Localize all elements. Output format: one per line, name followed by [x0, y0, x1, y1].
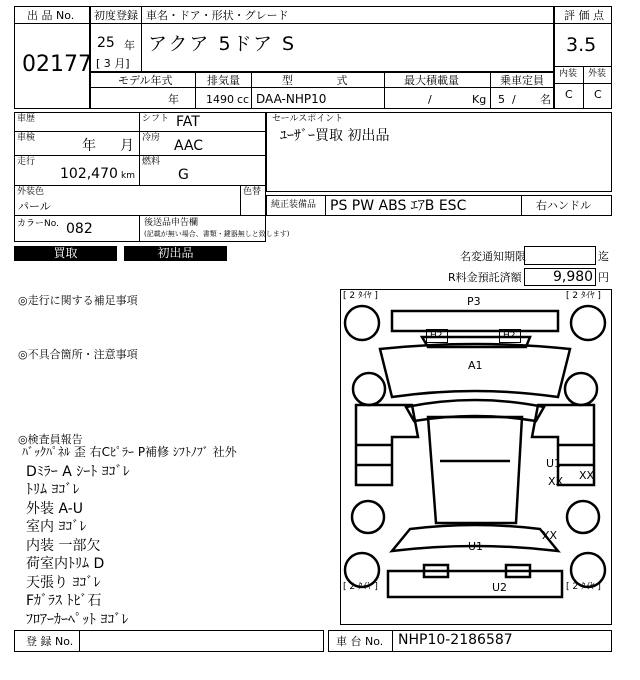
- max-load-sep: /: [428, 93, 432, 106]
- score: 3.5: [566, 34, 597, 56]
- reg-number-label: 登 録 No.: [26, 635, 74, 648]
- inspector-line: ﾌﾛｱｰｶｰﾍﾟｯﾄ ﾖｺﾞﾚ: [26, 611, 129, 628]
- capacity: 5: [498, 93, 505, 106]
- tire-rear-left: [ 2 ﾀｲﾔ ]: [343, 291, 378, 301]
- reg-year-unit: 年: [124, 39, 135, 52]
- fuel-label: 燃料: [142, 157, 161, 167]
- mileage-unit: km: [121, 171, 135, 181]
- capacity-label: 乗車定員: [500, 74, 544, 87]
- inspector-line: ﾄﾘﾑ ﾖｺﾞﾚ: [26, 482, 80, 498]
- inspector-line: ﾊﾞｯｸﾊﾟﾈﾙ 歪 右Cﾋﾟﾗｰ P補修 ｼﾌﾄﾉﾌﾞ 社外: [22, 445, 237, 459]
- damage-xx-rear: XX: [542, 529, 558, 542]
- inspector-line: 荷室内ﾄﾘﾑ D: [26, 556, 105, 572]
- exterior-color-label: 外装色: [17, 187, 45, 197]
- capacity-unit: 名: [540, 93, 551, 106]
- capacity-sep: /: [512, 93, 516, 106]
- chassis-number: NHP10-2186587: [398, 632, 513, 648]
- post-report-label: 後送品申告欄: [144, 218, 199, 228]
- tag-first-listing: 初出品: [124, 246, 227, 261]
- first-reg-label: 初度登録: [94, 9, 138, 22]
- exterior-color: パール: [18, 200, 51, 213]
- inspection-year-unit: 年: [82, 138, 96, 154]
- sales-point: ﾕｰｻﾞｰ買取 初出品: [280, 128, 390, 144]
- inspector-line: 外装 A-U: [26, 500, 84, 517]
- model-type: DAA-NHP10: [256, 92, 327, 106]
- driving-notes-label: ◎走行に関する補足事項: [18, 294, 138, 307]
- color-no-label: カラーNo.: [17, 219, 59, 229]
- damage-h2-right: H2: [503, 331, 516, 341]
- tag-buyback: 買取: [14, 246, 117, 261]
- shift-label: シフト: [142, 114, 170, 124]
- damage-p3: P3: [467, 295, 481, 308]
- damage-xx-side: XX: [579, 469, 595, 482]
- inspector-line: Fｶﾞﾗｽ ﾄﾋﾞ石: [26, 593, 102, 609]
- displacement-unit: cc: [237, 93, 250, 106]
- shift: FAT: [176, 114, 200, 130]
- inspector-line: 室内 ﾖｺﾞﾚ: [26, 519, 87, 535]
- ac: AAC: [174, 138, 204, 154]
- name-change-unit: 迄: [598, 250, 609, 263]
- damage-u1-side: U1: [546, 457, 562, 470]
- mileage-label: 走行: [17, 157, 36, 167]
- inspector-line: 天張り ﾖｺﾞﾚ: [26, 574, 101, 591]
- damage-a1: A1: [468, 359, 483, 372]
- damage-u1-center: U1: [468, 540, 484, 553]
- lot-number: 02177: [22, 52, 92, 77]
- exterior-label: 外装: [588, 69, 607, 79]
- history-label: 車歴: [17, 114, 36, 124]
- name-change-box: [524, 246, 596, 265]
- car-name: アクア 5ドア S: [148, 33, 297, 55]
- inspector-label: ◎検査員報告: [18, 433, 83, 446]
- score-label: 評 価 点: [564, 9, 604, 22]
- mileage: 102,470: [60, 166, 118, 182]
- reg-year: 25: [97, 35, 115, 51]
- equipment-label: 純正装備品: [271, 200, 317, 210]
- inspection-label: 車検: [17, 133, 36, 143]
- damage-h2-left: H2: [430, 331, 443, 341]
- exterior-grade: C: [594, 88, 602, 101]
- sales-point-label: セールスポイント: [272, 114, 344, 124]
- displacement: 1490: [206, 93, 234, 106]
- defects-label: ◎不具合箇所・注意事項: [18, 348, 138, 361]
- model-year-label: モデル年式: [118, 74, 173, 87]
- post-report-note: (記載が無い場合、書類・鍵器無しと致します): [144, 230, 290, 238]
- inspector-line: 内装 一部欠: [26, 537, 101, 554]
- chassis-label: 車 台 No.: [336, 635, 384, 648]
- sales-point-box: [266, 112, 612, 192]
- reg-month: [ 3 月]: [96, 57, 130, 70]
- tire-front-left: [ 2 ﾀｲﾔ ]: [343, 582, 378, 592]
- car-name-label: 車名・ドア・形状・グレード: [146, 9, 289, 22]
- recycle-unit: 円: [598, 271, 609, 284]
- equipment: PS PW ABS ｴｱB ESC: [330, 198, 467, 214]
- fuel: G: [178, 167, 189, 183]
- recycle: 9,980: [553, 269, 594, 285]
- damage-u2: U2: [492, 581, 508, 594]
- inspection-month-unit: 月: [120, 138, 134, 154]
- max-load-unit: Kg: [472, 93, 487, 106]
- interior-label: 内装: [559, 69, 578, 79]
- displacement-label: 排気量: [207, 74, 240, 87]
- type-label: 型 式: [282, 74, 348, 87]
- lot-number-label: 出 品 No.: [27, 9, 75, 22]
- name-change-label: 名変通知期限: [460, 250, 526, 263]
- inspector-line: Dﾐﾗｰ A ｼｰﾄ ﾖｺﾞﾚ: [26, 463, 130, 480]
- steering: 右ハンドル: [536, 199, 591, 212]
- car-outline: [340, 289, 612, 625]
- interior-grade: C: [565, 88, 573, 101]
- recycle-label: R料金預託済額: [448, 271, 522, 284]
- tire-rear-right: [ 2 ﾀｲﾔ ]: [566, 291, 601, 301]
- ac-label: 冷房: [142, 133, 161, 143]
- color-change-label: 色替: [243, 187, 262, 197]
- tire-front-right: [ 2 ﾀｲﾔ ]: [566, 582, 601, 592]
- model-year-unit: 年: [168, 93, 179, 106]
- damage-xx-side2: XX: [548, 475, 564, 488]
- color-no: 082: [66, 221, 93, 237]
- max-load-label: 最大積載量: [404, 74, 459, 87]
